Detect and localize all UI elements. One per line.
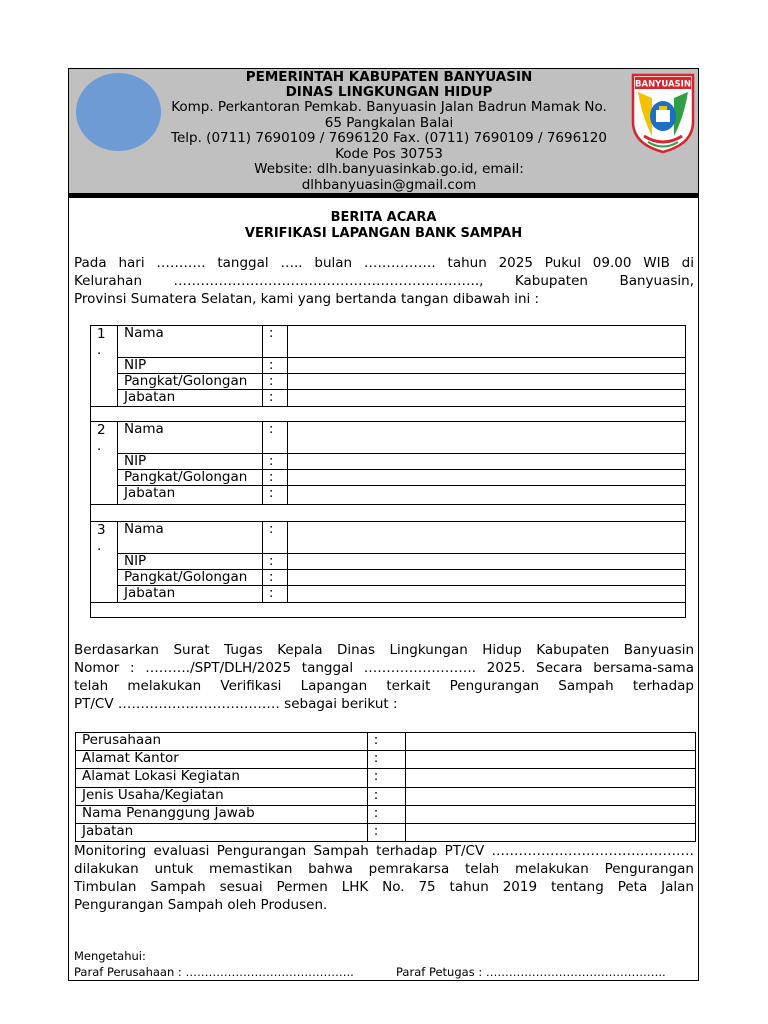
monitoring-paragraph	[74, 842, 694, 914]
company-initial-line: Paraf Perusahaan : ……………………………………..	[74, 965, 354, 979]
colon: :	[262, 390, 287, 407]
document-title: BERITA ACARA	[330, 210, 437, 225]
officer-position-field[interactable]	[287, 586, 685, 603]
intro-line: Kelurahan ………………………………………………………….., Kabupaten Banyuasin,	[74, 273, 694, 289]
officer-nip-field[interactable]	[287, 454, 685, 470]
business-type-field[interactable]	[405, 788, 695, 806]
field-label: Pangkat/Golongan	[117, 470, 262, 486]
table-row	[76, 824, 696, 842]
field-label: Pangkat/Golongan	[117, 374, 262, 390]
letterhead-postcode: Kode Pos 30753	[335, 146, 443, 162]
officer-number: 3 .	[91, 522, 118, 603]
colon: :	[262, 470, 287, 486]
office-address-field[interactable]	[405, 751, 695, 769]
colon: :	[262, 358, 287, 374]
monitoring-line: Pengurangan Sampah oleh Produsen.	[74, 897, 328, 913]
letterhead-address-1: Komp. Perkantoran Pemkab. Banyuasin Jalan Badrun Mamak No.	[171, 99, 607, 115]
colon: :	[367, 733, 405, 751]
officer-name-field[interactable]	[287, 422, 685, 454]
table-row	[76, 788, 696, 806]
field-label: Nama	[117, 326, 262, 358]
colon: :	[367, 824, 405, 842]
intro-line: Pada hari ……….. tanggal ….. bulan ……………. tahun 2025 Pukul 09.00 WIB di	[74, 255, 694, 271]
field-label: NIP	[117, 454, 262, 470]
colon: :	[367, 788, 405, 806]
table-row	[91, 374, 686, 390]
field-label: Jabatan	[117, 486, 262, 505]
table-row	[91, 358, 686, 374]
colon: :	[262, 374, 287, 390]
table-row	[91, 586, 686, 603]
field-label: NIP	[117, 554, 262, 570]
colon: :	[367, 769, 405, 788]
letterhead-agency: DINAS LINGKUNGAN HIDUP	[285, 84, 493, 100]
officer-number: 2 .	[91, 422, 118, 505]
company-name-field[interactable]	[405, 733, 695, 751]
basis-line: PT/CV ……………………………… sebagai berikut :	[74, 696, 398, 712]
officer-nip-field[interactable]	[287, 358, 685, 374]
table-row	[91, 422, 686, 454]
field-label: Nama	[117, 422, 262, 454]
colon: :	[262, 422, 287, 454]
document-page	[68, 68, 699, 981]
officer-initial-line: Paraf Petugas : ………………………………………..	[396, 965, 666, 979]
colon: :	[262, 554, 287, 570]
officers-table	[90, 325, 686, 618]
table-row	[91, 454, 686, 470]
letterhead-government: PEMERINTAH KABUPATEN BANYUASIN	[245, 69, 533, 85]
activity-location-field[interactable]	[405, 769, 695, 788]
document-subtitle: VERIFIKASI LAPANGAN BANK SAMPAH	[244, 226, 523, 241]
officer-name-field[interactable]	[287, 326, 685, 358]
table-row	[91, 390, 686, 407]
letterhead-rule	[69, 193, 698, 198]
table-row	[91, 486, 686, 505]
letterhead	[69, 69, 698, 193]
responsible-person-field[interactable]	[405, 806, 695, 824]
basis-line: Nomor : ………./SPT/DLH/2025 tanggal ……………………. 2025. Secara bersama-sama	[74, 660, 694, 676]
field-label: Perusahaan	[76, 733, 368, 751]
field-label: Pangkat/Golongan	[117, 570, 262, 586]
officer-rank-field[interactable]	[287, 374, 685, 390]
table-row	[91, 570, 686, 586]
company-table	[75, 732, 696, 842]
officer-rank-field[interactable]	[287, 470, 685, 486]
intro-paragraph	[74, 254, 694, 308]
field-label: Jabatan	[76, 824, 368, 842]
table-row	[76, 733, 696, 751]
field-label: Nama Penanggung Jawab	[76, 806, 368, 824]
table-row	[76, 769, 696, 788]
officer-position-field[interactable]	[287, 390, 685, 407]
basis-line: telah melakukan Verifikasi Lapangan terkait Pengurangan Sampah terhadap	[74, 678, 694, 694]
basis-line: Berdasarkan Surat Tugas Kepala Dinas Lingkungan Hidup Kabupaten Banyuasin	[74, 642, 694, 658]
table-row	[91, 522, 686, 554]
monitoring-line: Timbulan Sampah sesuai Permen LHK No. 75 tahun 2019 tentang Peta Jalan	[74, 879, 694, 895]
field-label: Jabatan	[117, 390, 262, 407]
banyuasin-crest-icon	[630, 72, 696, 154]
field-label: Alamat Kantor	[76, 751, 368, 769]
acknowledged-label: Mengetahui:	[74, 949, 146, 963]
officer-name-field[interactable]	[287, 522, 685, 554]
crest-label: BANYUASIN	[635, 79, 691, 90]
table-row	[91, 326, 686, 358]
basis-paragraph	[74, 641, 694, 713]
colon: :	[262, 586, 287, 603]
colon: :	[367, 751, 405, 769]
colon: :	[367, 806, 405, 824]
colon: :	[262, 486, 287, 505]
field-label: Jenis Usaha/Kegiatan	[76, 788, 368, 806]
officer-number: 1 .	[91, 326, 118, 407]
table-row	[91, 554, 686, 570]
table-spacer-row	[91, 407, 686, 422]
monitoring-line: Monitoring evaluasi Pengurangan Sampah terhadap PT/CV ………………………………………	[74, 843, 694, 859]
table-spacer-row	[91, 505, 686, 522]
letterhead-email: dlhbanyuasin@gmail.com	[301, 177, 477, 193]
company-position-field[interactable]	[405, 824, 695, 842]
officer-nip-field[interactable]	[287, 554, 685, 570]
monitoring-line: dilakukan untuk memastikan bahwa pemrakarsa telah melakukan Pengurangan	[74, 861, 694, 877]
table-row	[91, 470, 686, 486]
letterhead-website: Website: dlh.banyuasinkab.go.id, email:	[254, 161, 524, 177]
officer-position-field[interactable]	[287, 486, 685, 505]
colon: :	[262, 522, 287, 554]
colon: :	[262, 454, 287, 470]
field-label: Jabatan	[117, 586, 262, 603]
colon: :	[262, 570, 287, 586]
letterhead-address-2: 65 Pangkalan Balai	[324, 115, 454, 131]
table-row	[76, 806, 696, 824]
intro-line: Provinsi Sumatera Selatan, kami yang bertanda tangan dibawah ini :	[74, 291, 540, 307]
officer-rank-field[interactable]	[287, 570, 685, 586]
colon: :	[262, 326, 287, 358]
table-spacer-row	[91, 603, 686, 618]
field-label: NIP	[117, 358, 262, 374]
field-label: Alamat Lokasi Kegiatan	[76, 769, 368, 788]
table-row	[76, 751, 696, 769]
letterhead-phone: Telp. (0711) 7690109 / 7696120 Fax. (0711) 7690109 / 7696120	[171, 130, 607, 146]
field-label: Nama	[117, 522, 262, 554]
